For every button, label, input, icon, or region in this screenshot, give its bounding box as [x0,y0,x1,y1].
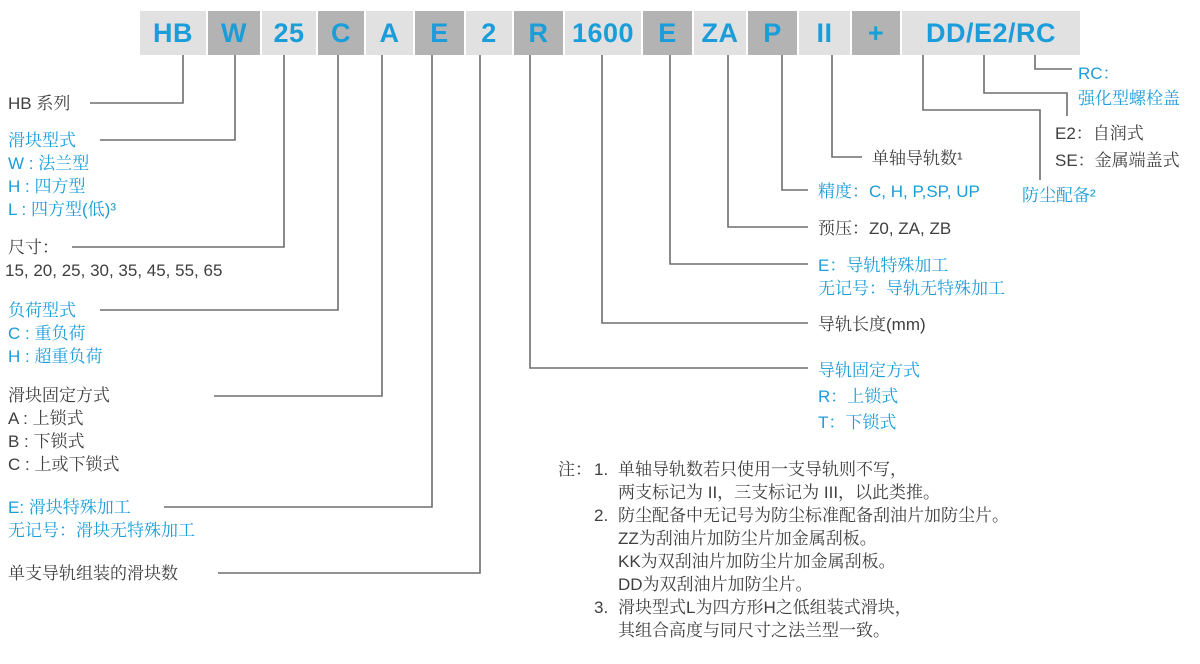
note-text: 两支标记为 II，三支标记为 III，以此类推。 [618,483,941,502]
group-load-type [8,299,102,368]
note-text: 防尘配备中无记号为防尘标准配备刮油片加防尘片。 [618,506,1009,525]
note-row [558,550,1009,573]
option-line: E2：自润式 [1055,124,1144,143]
note-number [594,550,618,573]
group-rails-per-axis [872,147,963,170]
connector-e2-se-option [984,55,1067,116]
connector-block-type [100,55,235,140]
note-number: 3. [594,598,609,617]
connector-hb-series [90,55,183,103]
group-block-mounting [8,384,119,476]
group-block-special-machining [8,496,195,542]
note-text: ZZ为刮油片加防尘片加金属刮板。 [618,529,877,548]
option-line: C : 上或下锁式 [8,455,120,474]
connector-rail-special [670,55,808,264]
group-rail-length [818,313,926,336]
note-text: DD为双刮油片加防尘片。 [618,575,813,594]
group-rail-special-machining [818,254,1005,300]
code-segment-block-count: 2 [466,11,512,55]
group-title: 负荷型式 [8,301,76,320]
group-title: E：导轨特殊加工 [818,256,949,275]
group-title: 导轨固定方式 [818,361,920,380]
option-line: R：上锁式 [818,387,899,406]
code-segment-rail-count: II [799,11,850,55]
option-line: T：下锁式 [818,413,897,432]
option-line: H : 四方型 [8,177,86,196]
note-row [558,458,1009,481]
group-title: 单支导轨组装的滑块数 [8,564,178,583]
note-row [558,573,1009,596]
note-row [558,504,1009,527]
group-title: 预压：Z0, ZA, ZB [818,219,952,238]
connector-rail-mount [530,55,808,368]
group-block-type [8,129,116,221]
group-title: 精度：C, H, P,SP, UP [818,182,980,201]
group-title: 尺寸： [8,238,59,257]
code-segment-load-type: C [318,11,364,55]
group-title: 单轴导轨数¹ [872,149,963,168]
connector-rc-option [1035,55,1072,69]
note-text: 单轴导轨数若只使用一支导轨则不写， [618,460,907,479]
group-title: 滑块型式 [8,131,76,150]
note-number [594,527,618,550]
option-line: C : 重负荷 [8,324,86,343]
option-line: H : 超重负荷 [8,347,103,366]
group-title: 导轨长度(mm) [818,315,926,334]
group-title: 防尘配备² [1022,186,1096,205]
code-segment-series: HB [140,11,206,55]
code-segment-accuracy: P [748,11,797,55]
code-segment-block-special: E [415,11,464,55]
code-segment-plus: + [852,11,900,55]
option-line: W : 法兰型 [8,154,90,173]
code-segment-rail-special: E [643,11,692,55]
group-blocks-per-rail [8,562,178,585]
group-dust-protection [1022,184,1096,207]
code-segment-rail-mount: R [514,11,563,55]
option-line: 无记号：导轨无特殊加工 [818,279,1005,298]
code-segment-block-mount: A [366,11,413,55]
group-title: RC： [1078,64,1120,83]
group-title: 滑块固定方式 [8,386,110,405]
option-line: 无记号：滑块无特殊加工 [8,521,195,540]
connector-rail-count [832,55,862,157]
note-number [594,619,618,642]
connector-rail-length [602,55,808,323]
code-segment-options: DD/E2/RC [902,11,1080,55]
option-line: SE：金属端盖式 [1055,151,1180,170]
note-row [558,481,1009,504]
option-line: 强化型螺栓盖 [1078,89,1180,108]
option-line: A : 上锁式 [8,409,84,428]
connector-block-mount [214,55,382,396]
note-row [558,619,1009,642]
group-size [5,236,223,282]
group-title: E: 滑块特殊加工 [8,498,131,517]
notes-label: 注： [558,460,592,479]
connector-preload [728,55,808,227]
code-segment-block-type: W [208,11,260,55]
note-number: 1. [594,460,609,479]
group-hb-series [8,92,70,115]
notes-block [558,458,1009,642]
group-rail-mounting [818,358,920,436]
option-line: B : 下锁式 [8,432,85,451]
code-segment-size: 25 [262,11,316,55]
note-number: 2. [594,506,609,525]
group-rc-option [1078,61,1180,111]
code-segment-rail-length: 1600 [565,11,641,55]
note-text: 其组合高度与同尺寸之法兰型一致。 [618,621,890,640]
option-line: L : 四方型(低)³ [8,200,116,219]
note-row [558,596,1009,619]
code-segment-preload: ZA [694,11,746,55]
group-preload [818,217,951,240]
connector-accuracy [782,55,808,190]
note-number [594,481,618,504]
note-number [594,573,618,596]
group-title: HB 系列 [8,94,71,113]
group-e2-se-options [1055,120,1180,174]
option-line: 15, 20, 25, 30, 35, 45, 55, 65 [5,261,223,280]
note-row [558,527,1009,550]
group-accuracy [818,180,980,203]
note-text: KK为双刮油片加防尘片加金属刮板。 [618,552,896,571]
note-text: 滑块型式L为四方形H之低组装式滑块， [618,598,912,617]
connector-block-count [218,55,480,573]
